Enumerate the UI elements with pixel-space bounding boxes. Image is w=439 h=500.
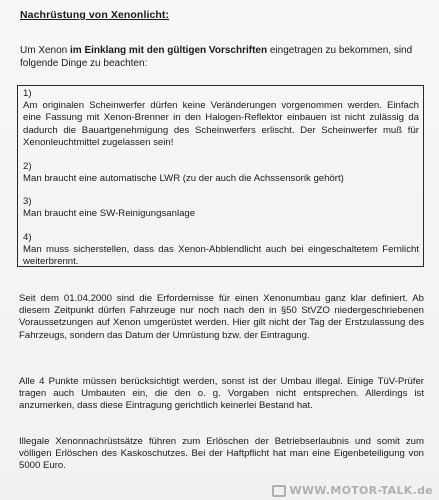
watermark-text: WWW.MOTOR-TALK.de <box>289 484 433 497</box>
paragraph-legal-date: Seit dem 01.04.2000 sind die Erfordernisse für einen Xenonumbau ganz klar definiert. Ab diesem Zeitpunkt dürfen Fahrzeuge nur noch nach den in §50 StVZO niedergeschriebenen Voraussetzungen auf Xenon umgerüstet werden. Hier gilt nicht der Tag der Erstzulassung des Fahrzeugs, sondern das Datum der Umrüstung bzw. der Eintragung. <box>19 293 424 341</box>
intro-paragraph <box>20 44 425 70</box>
item-number: 3) <box>23 196 32 207</box>
item-text: Man braucht eine automatische LWR (zu der auch die Achssensorik gehört) <box>23 173 344 185</box>
intro-text-end: eingetragen zu bekommen, sind folgende Dinge zu beachten: <box>20 45 413 69</box>
item-text: Am originalen Scheinwerfer dürfen keine Veränderungen vorgenommen werden. Einfach eine Fassung mit Xenon-Brenner in den Halogen-Reflektor einbauen ist nicht zulässig da dadurch die Bauartgenehmigung des Scheinwerfers erlischt. Der Scheinwerfer muß für Xenonleuchtmittel zugelassen sein! <box>23 100 419 148</box>
item-text: Man braucht eine SW-Reinigungsanlage <box>23 208 196 220</box>
document-title: Nachrüstung von Xenonlicht: <box>20 9 170 21</box>
requirements-box <box>17 85 424 267</box>
intro-text-start: Um Xenon <box>20 45 71 56</box>
requirement-item-4 <box>23 232 419 269</box>
watermark <box>272 484 433 497</box>
requirement-item-2 <box>23 161 419 185</box>
paragraph-consequences: Illegale Xenonnachrüstsätze führen zum Erlöschen der Betriebserlaubnis und somit zum völligen Erlöschen des Kaskoschutzes. Bei der Haftpflicht hat man eine Eigenbeteiligung von 5000 Euro. <box>19 436 424 472</box>
item-number: 4) <box>23 232 32 243</box>
intro-bold-text: im Einklang mit den gültigen Vorschriften <box>70 45 268 56</box>
motor-talk-logo-icon <box>272 485 286 497</box>
item-text: Man muss sicherstellen, dass das Xenon-Abblendlicht auch bei eingeschaltetem Fernlicht weiterbrennt. <box>23 244 419 268</box>
requirement-item-3 <box>23 196 419 220</box>
paragraph-all-points: Alle 4 Punkte müssen berücksichtigt werden, sonst ist der Umbau illegal. Einige TüV-Prüfer tragen auch Umbauten ein, die den o. g. Vorgaben nicht entsprechen. Allerdings ist anzumerken, dass diese Eintragung gerichtlich keinerlei Bestand hat. <box>19 376 424 412</box>
requirement-item-1 <box>23 88 419 149</box>
item-number: 1) <box>23 88 32 99</box>
item-number: 2) <box>23 161 32 172</box>
